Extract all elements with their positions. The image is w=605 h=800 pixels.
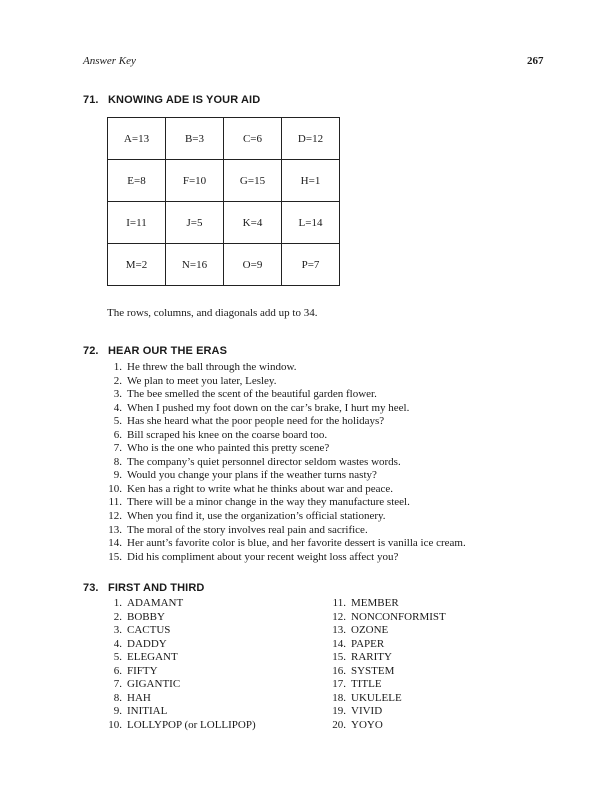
list-item bbox=[106, 483, 466, 497]
item-text: OZONE bbox=[351, 624, 389, 637]
item-number: 5. bbox=[113, 415, 122, 428]
section-71-heading bbox=[83, 94, 260, 106]
section-71-title: KNOWING ADE IS YOUR AID bbox=[108, 94, 261, 106]
item-number: 12. bbox=[332, 610, 346, 623]
item-text: Who is the one who painted this pretty scene? bbox=[127, 442, 330, 455]
running-header-title: Answer Key bbox=[83, 55, 136, 67]
grid-cell: F=10 bbox=[166, 160, 224, 202]
item-number: 6. bbox=[113, 664, 122, 677]
list-item bbox=[106, 456, 466, 470]
item-number: 13. bbox=[332, 624, 346, 637]
grid-cell: J=5 bbox=[166, 202, 224, 244]
item-text: When I pushed my foot down on the car’s brake, I hurt my heel. bbox=[127, 401, 410, 414]
section-72-title: HEAR OUR THE ERAS bbox=[108, 345, 228, 357]
item-text: Would you change your plans if the weather turns nasty? bbox=[127, 469, 377, 482]
grid-row bbox=[108, 202, 340, 244]
list-item bbox=[106, 678, 256, 692]
list-item bbox=[106, 719, 256, 733]
item-text: Her aunt’s favorite color is blue, and her favorite dessert is vanilla ice cream. bbox=[127, 537, 466, 550]
section-72-answer-list bbox=[106, 361, 466, 564]
section-73-title: FIRST AND THIRD bbox=[108, 582, 205, 594]
list-item bbox=[106, 496, 466, 510]
item-number: 8. bbox=[113, 455, 122, 468]
grid-cell: N=16 bbox=[166, 244, 224, 286]
item-number: 14. bbox=[108, 537, 122, 550]
item-text: PAPER bbox=[351, 637, 385, 650]
item-text: VIVID bbox=[351, 705, 383, 718]
section-73-number: 73. bbox=[83, 582, 99, 594]
item-text: We plan to meet you later, Lesley. bbox=[127, 374, 277, 387]
item-number: 1. bbox=[113, 597, 122, 609]
item-text: UKULELE bbox=[351, 691, 402, 704]
list-item bbox=[330, 719, 446, 733]
grid-row bbox=[108, 244, 340, 286]
magic-square-grid bbox=[107, 117, 340, 286]
item-text: Has she heard what the poor people need for the holidays? bbox=[127, 415, 385, 428]
list-item bbox=[106, 469, 466, 483]
item-text: ADAMANT bbox=[127, 597, 184, 609]
item-number: 17. bbox=[332, 678, 346, 691]
list-item bbox=[106, 611, 256, 625]
list-item bbox=[106, 442, 466, 456]
item-number: 10. bbox=[108, 482, 122, 495]
list-item bbox=[106, 624, 256, 638]
item-number: 4. bbox=[113, 401, 122, 414]
grid-cell: P=7 bbox=[282, 244, 340, 286]
item-text: SYSTEM bbox=[351, 664, 395, 677]
grid-row bbox=[108, 118, 340, 160]
item-number: 19. bbox=[332, 705, 346, 718]
section-72-number: 72. bbox=[83, 345, 99, 357]
list-item bbox=[106, 651, 256, 665]
section-72-heading bbox=[83, 345, 227, 357]
grid-cell: B=3 bbox=[166, 118, 224, 160]
grid-cell: K=4 bbox=[224, 202, 282, 244]
list-item bbox=[106, 597, 256, 611]
section-73-heading bbox=[83, 582, 204, 594]
item-text: Bill scraped his knee on the coarse board too. bbox=[127, 428, 328, 441]
magic-square-note: The rows, columns, and diagonals add up to 34. bbox=[107, 307, 318, 319]
grid-cell: D=12 bbox=[282, 118, 340, 160]
item-number: 9. bbox=[113, 469, 122, 482]
list-item bbox=[106, 388, 466, 402]
list-item bbox=[106, 402, 466, 416]
item-number: 11. bbox=[332, 597, 346, 609]
grid-cell: L=14 bbox=[282, 202, 340, 244]
list-item bbox=[330, 624, 446, 638]
item-number: 18. bbox=[332, 691, 346, 704]
grid-cell: G=15 bbox=[224, 160, 282, 202]
item-text: NONCONFORMIST bbox=[351, 610, 446, 623]
item-number: 2. bbox=[113, 374, 122, 387]
item-text: FIFTY bbox=[127, 664, 158, 677]
item-number: 15. bbox=[108, 550, 122, 563]
item-number: 7. bbox=[113, 678, 122, 691]
item-text: The company’s quiet personnel director seldom wastes words. bbox=[127, 455, 401, 468]
item-number: 2. bbox=[113, 610, 122, 623]
list-item bbox=[106, 705, 256, 719]
item-text: HAH bbox=[127, 691, 151, 704]
grid-cell: M=2 bbox=[108, 244, 166, 286]
list-item bbox=[330, 705, 446, 719]
grid-cell: C=6 bbox=[224, 118, 282, 160]
item-number: 3. bbox=[113, 388, 122, 401]
item-text: BOBBY bbox=[127, 610, 165, 623]
item-text: CACTUS bbox=[127, 624, 171, 637]
list-item bbox=[330, 678, 446, 692]
item-text: There will be a minor change in the way they manufacture steel. bbox=[127, 496, 410, 509]
item-number: 8. bbox=[113, 691, 122, 704]
item-number: 11. bbox=[108, 496, 122, 509]
item-number: 10. bbox=[108, 718, 122, 731]
item-text: The moral of the story involves real pain and sacrifice. bbox=[127, 523, 368, 536]
section-71-number: 71. bbox=[83, 94, 99, 106]
list-item bbox=[330, 665, 446, 679]
item-number: 16. bbox=[332, 664, 346, 677]
list-item bbox=[106, 375, 466, 389]
item-text: MEMBER bbox=[351, 597, 399, 609]
item-text: Did his compliment about your recent weight loss affect you? bbox=[127, 550, 399, 563]
list-item bbox=[106, 415, 466, 429]
list-item bbox=[330, 638, 446, 652]
item-text: GIGANTIC bbox=[127, 678, 181, 691]
item-text: DADDY bbox=[127, 637, 167, 650]
item-number: 3. bbox=[113, 624, 122, 637]
item-number: 20. bbox=[332, 718, 346, 731]
list-item bbox=[106, 638, 256, 652]
section-73-answer-list-right bbox=[330, 597, 446, 732]
item-text: TITLE bbox=[351, 678, 382, 691]
item-number: 4. bbox=[113, 637, 122, 650]
item-text: LOLLYPOP (or LOLLIPOP) bbox=[127, 718, 256, 731]
page-number: 267 bbox=[527, 55, 544, 67]
item-number: 9. bbox=[113, 705, 122, 718]
item-text: ELEGANT bbox=[127, 651, 178, 664]
grid-cell: H=1 bbox=[282, 160, 340, 202]
grid-cell: A=13 bbox=[108, 118, 166, 160]
item-number: 14. bbox=[332, 637, 346, 650]
list-item bbox=[106, 524, 466, 538]
list-item bbox=[106, 551, 466, 565]
item-number: 1. bbox=[113, 361, 122, 373]
list-item bbox=[330, 651, 446, 665]
list-item bbox=[106, 429, 466, 443]
item-text: RARITY bbox=[351, 651, 392, 664]
grid-cell: I=11 bbox=[108, 202, 166, 244]
item-number: 5. bbox=[113, 651, 122, 664]
item-text: When you find it, use the organization’s official stationery. bbox=[127, 510, 386, 523]
item-number: 6. bbox=[113, 428, 122, 441]
section-73-answer-list-left bbox=[106, 597, 256, 732]
item-text: He threw the ball through the window. bbox=[127, 361, 297, 373]
grid-cell: O=9 bbox=[224, 244, 282, 286]
item-number: 7. bbox=[113, 442, 122, 455]
list-item bbox=[106, 510, 466, 524]
list-item bbox=[106, 361, 466, 375]
grid-cell: E=8 bbox=[108, 160, 166, 202]
item-number: 13. bbox=[108, 523, 122, 536]
list-item bbox=[330, 692, 446, 706]
item-text: INITIAL bbox=[127, 705, 168, 718]
item-text: The bee smelled the scent of the beautiful garden flower. bbox=[127, 388, 377, 401]
item-text: YOYO bbox=[351, 718, 383, 731]
list-item bbox=[106, 537, 466, 551]
list-item bbox=[330, 611, 446, 625]
list-item bbox=[330, 597, 446, 611]
list-item bbox=[106, 692, 256, 706]
item-text: Ken has a right to write what he thinks about war and peace. bbox=[127, 482, 394, 495]
grid-row bbox=[108, 160, 340, 202]
item-number: 15. bbox=[332, 651, 346, 664]
item-number: 12. bbox=[108, 510, 122, 523]
list-item bbox=[106, 665, 256, 679]
